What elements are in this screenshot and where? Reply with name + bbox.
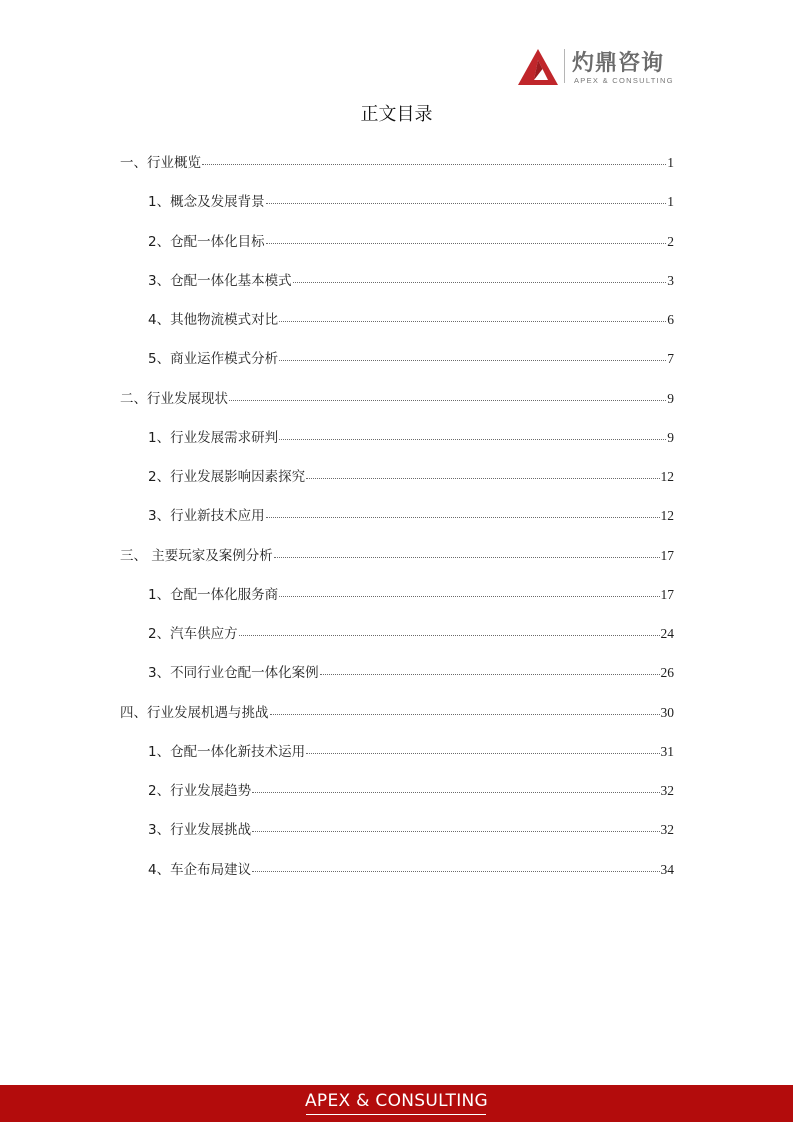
- toc-entry-page-number: 31: [660, 743, 674, 759]
- toc-entry-page-number: 30: [660, 704, 674, 720]
- footer-brand-text: APEX & CONSULTING: [304, 1091, 489, 1111]
- toc-entry-label: 2、汽车供应方: [148, 626, 238, 642]
- page-title: 正文目录: [360, 104, 433, 125]
- toc-dot-leader: [320, 673, 660, 675]
- toc-entry-page-number: 32: [660, 783, 674, 798]
- toc-dot-leader: [293, 281, 667, 283]
- toc-subsection-entry[interactable]: [120, 740, 674, 779]
- toc-entry-label: 4、其他物流模式对比: [148, 312, 279, 328]
- toc-entry-label: 2、行业发展影响因素探究: [148, 469, 306, 485]
- toc-entry-label: 2、行业发展趋势: [148, 783, 252, 799]
- toc-dot-leader: [279, 438, 666, 440]
- toc-entry-label: 5、商业运作模式分析: [148, 351, 279, 368]
- toc-subsection-entry[interactable]: [120, 858, 674, 897]
- toc-subsection-entry[interactable]: [120, 347, 674, 386]
- toc-dot-leader: [306, 477, 659, 479]
- logo-divider: [564, 49, 565, 83]
- toc-dot-leader: [239, 634, 660, 636]
- toc-dot-leader: [266, 516, 660, 518]
- toc-subsection-entry[interactable]: [120, 779, 674, 818]
- toc-entry-page-number: 1: [667, 194, 674, 210]
- toc-entry-page-number: 26: [660, 665, 674, 681]
- footer-bar: [0, 1085, 793, 1122]
- toc-dot-leader: [279, 359, 666, 361]
- toc-entry-label: 四、行业发展机遇与挑战: [120, 704, 269, 721]
- toc-dot-leader: [229, 399, 666, 401]
- footer-underline: [306, 1114, 486, 1115]
- toc-section-entry[interactable]: [120, 701, 674, 740]
- toc-dot-leader: [306, 752, 659, 754]
- toc-subsection-entry[interactable]: [120, 583, 674, 622]
- table-of-contents: [120, 151, 674, 897]
- brand-name-cn: 灼鼎咨询: [572, 51, 665, 76]
- toc-entry-page-number: 17: [660, 547, 674, 563]
- toc-dot-leader: [252, 870, 659, 872]
- toc-entry-page-number: 9: [667, 390, 674, 406]
- toc-dot-leader: [279, 595, 659, 597]
- toc-dot-leader: [266, 202, 667, 204]
- brand-logo: [517, 47, 677, 87]
- toc-entry-page-number: 1: [667, 155, 674, 170]
- toc-subsection-entry[interactable]: [120, 818, 674, 857]
- toc-entry-label: 1、行业发展需求研判: [148, 429, 279, 446]
- toc-entry-label: 1、仓配一体化新技术运用: [148, 743, 306, 760]
- toc-entry-label: 一、行业概览: [120, 155, 201, 171]
- toc-section-entry[interactable]: [120, 151, 674, 190]
- toc-entry-label: 二、行业发展现状: [120, 390, 228, 407]
- brand-name-en: APEX & CONSULTING: [574, 76, 674, 85]
- toc-dot-leader: [279, 320, 666, 322]
- toc-subsection-entry[interactable]: [120, 269, 674, 308]
- toc-dot-leader: [270, 713, 660, 715]
- toc-section-entry[interactable]: [120, 387, 674, 426]
- toc-entry-label: 1、概念及发展背景: [148, 194, 265, 211]
- toc-dot-leader: [202, 163, 666, 165]
- toc-section-entry[interactable]: [120, 544, 674, 583]
- toc-entry-page-number: 2: [667, 233, 674, 249]
- toc-dot-leader: [252, 791, 659, 793]
- toc-entry-page-number: 32: [660, 822, 674, 838]
- toc-subsection-entry[interactable]: [120, 190, 674, 229]
- apex-logo-icon: [517, 48, 559, 86]
- toc-entry-label: 1、仓配一体化服务商: [148, 586, 279, 603]
- toc-entry-page-number: 34: [660, 861, 674, 877]
- toc-subsection-entry[interactable]: [120, 504, 674, 543]
- toc-entry-page-number: 12: [660, 508, 674, 524]
- toc-subsection-entry[interactable]: [120, 426, 674, 465]
- toc-entry-label: 3、行业新技术应用: [148, 508, 265, 525]
- toc-entry-page-number: 7: [667, 351, 674, 367]
- toc-entry-label: 三、 主要玩家及案例分析: [120, 547, 273, 564]
- toc-entry-label: 2、仓配一体化目标: [148, 233, 265, 250]
- toc-entry-page-number: 3: [667, 272, 674, 288]
- toc-dot-leader: [252, 830, 659, 832]
- toc-entry-page-number: 9: [667, 429, 674, 445]
- toc-entry-page-number: 12: [660, 469, 674, 484]
- toc-entry-label: 3、行业发展挑战: [148, 822, 252, 839]
- toc-subsection-entry[interactable]: [120, 622, 674, 661]
- toc-dot-leader: [266, 242, 667, 244]
- toc-subsection-entry[interactable]: [120, 308, 674, 347]
- toc-entry-page-number: 24: [660, 626, 674, 641]
- toc-entry-label: 4、车企布局建议: [148, 861, 252, 878]
- toc-subsection-entry[interactable]: [120, 661, 674, 700]
- toc-entry-label: 3、不同行业仓配一体化案例: [148, 665, 319, 682]
- toc-entry-label: 3、仓配一体化基本模式: [148, 272, 292, 289]
- toc-subsection-entry[interactable]: [120, 230, 674, 269]
- toc-subsection-entry[interactable]: [120, 465, 674, 504]
- toc-dot-leader: [274, 556, 660, 558]
- toc-entry-page-number: 17: [660, 586, 674, 602]
- toc-entry-page-number: 6: [667, 312, 674, 327]
